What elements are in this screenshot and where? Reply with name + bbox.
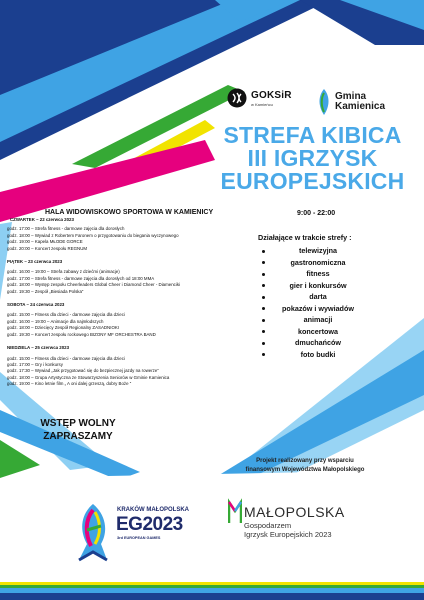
bullet-icon — [262, 261, 265, 264]
zone-label: fitness — [306, 269, 330, 278]
malopolska-line2: Igrzysk Europejskich 2023 — [244, 530, 332, 539]
schedule-item: godz. 18:00 – Dziecięcy Zespół Regionalny ZASADNIOKI — [7, 325, 120, 331]
bullet-icon — [262, 250, 265, 253]
page-title — [205, 124, 420, 193]
schedule-item: godz. 18:00 – Wywiad z Robertem Faronem o przygotowaniu do biegania wyczynowego — [7, 232, 179, 238]
day-heading: PIĄTEK – 23 czerwca 2023 — [7, 259, 63, 265]
schedule-item: godz. 16:00 – 19:00 – Strefa zabawy z dziećmi (animacje) — [7, 269, 120, 275]
eg-logo-main: EG2023 — [116, 514, 183, 535]
zone-label: telewizyjna — [299, 246, 337, 255]
gmina-leaf-icon — [316, 88, 332, 116]
schedule-item: godz. 15:00 – Fitness dla dzieci - darmowe zajęcia dla dzieci — [7, 312, 125, 318]
day-heading: NIEDZIELA – 25 czerwca 2023 — [7, 345, 70, 351]
schedule-item: godz. 18:00 – Grupa Artystyczna ze Stowarzyszenia Seniorów w Gminie Kamienica — [7, 374, 170, 380]
bullet-icon — [262, 273, 265, 276]
schedule-item: godz. 20:00 – Koncert zespołu REGNUM — [7, 245, 88, 251]
bullet-icon — [262, 353, 265, 356]
opening-hours: 9:00 - 22:00 — [297, 210, 336, 217]
gmina-line2: Kamienica — [335, 101, 386, 112]
zone-item — [258, 268, 378, 280]
malopolska-mark-icon — [228, 498, 242, 524]
schedule-item: godz. 16:00 – 19:00 – Animacje dla najmłodszych — [7, 318, 104, 324]
goksir-name: GOKSiR — [251, 89, 292, 101]
bottom-deep-blue — [0, 593, 424, 600]
bullet-icon — [262, 307, 265, 310]
zone-item — [258, 257, 378, 269]
bullet-icon — [262, 284, 265, 287]
zone-label: foto budki — [300, 349, 336, 359]
zone-item — [258, 303, 378, 315]
zone-label: gastronomiczna — [290, 257, 346, 267]
zone-item — [258, 326, 378, 338]
goksir-logo — [227, 88, 292, 108]
schedule-item: godz. 19:00 – Kino letnie film „ A oni dalej grzeszą, dobry Boże ” — [7, 381, 132, 387]
zone-label: pokazów i wywiadów — [282, 303, 354, 313]
project-funding-note — [212, 457, 398, 474]
malopolska-title: MAŁOPOLSKA — [244, 504, 345, 520]
schedule — [7, 217, 247, 388]
zones-list — [258, 233, 378, 360]
schedule-item: godz. 17:00 – Strefa fitness - darmowe zajęcia dla dorosłych od 18:00 MMA — [7, 275, 155, 281]
zone-item — [258, 291, 378, 303]
zone-label: gier i konkursów — [289, 280, 347, 290]
day-heading: CZWARTEK – 22 czerwca 2023 — [10, 217, 74, 222]
bullet-icon — [262, 330, 265, 333]
schedule-item: godz. 19:30 – Zespół „Biesiada Polska” — [7, 288, 84, 294]
free-entry-note — [28, 417, 128, 443]
goksir-subtitle: w Kamieńcu — [251, 101, 273, 107]
bottom-green — [0, 585, 424, 588]
bullet-icon — [262, 296, 265, 299]
zone-item — [258, 349, 378, 361]
title-line1: STREFA KIBICA — [223, 122, 402, 148]
schedule-item: godz. 18:00 – Występ zespołu Cheerleaders Global Cheer i Diamond Cheer - Diamenciki — [7, 282, 180, 288]
european-games-emblem-icon — [73, 500, 115, 566]
schedule-item: godz. 17:00 – Gry i konkursy — [7, 361, 63, 367]
zone-label: koncertowa — [298, 326, 338, 336]
gmina-logo — [316, 88, 385, 116]
bottom-yellow — [0, 582, 424, 585]
venue-heading: HALA WIDOWISKOWO SPORTOWA W KAMIENICY — [45, 209, 214, 216]
zone-item — [258, 314, 378, 326]
entry-line1: WSTĘP WOLNY — [40, 418, 116, 429]
zone-label: animacji — [303, 315, 333, 324]
bottom-light-blue — [0, 588, 424, 593]
bullet-icon — [262, 319, 265, 322]
zone-item — [258, 337, 378, 349]
bullet-icon — [262, 342, 265, 345]
malopolska-subtitle — [244, 521, 332, 539]
schedule-item: godz. 19:30 – Koncert zespołu rockowego BIZONY MF ORCHESTRA BAND — [7, 331, 156, 337]
gmina-line1: Gmina — [335, 91, 367, 102]
zone-label: dmuchańców — [295, 338, 341, 347]
project-line1: Projekt realizowany przy wsparciu — [256, 458, 354, 464]
goksir-emblem-icon — [227, 88, 247, 108]
schedule-item: godz. 15:00 – Fitness dla dzieci - darmowe zajęcia dla dzieci — [7, 355, 125, 361]
schedule-item: godz. 19:00 – Kapela MŁODE GORCE — [7, 239, 83, 245]
malopolska-line1: Gospodarzem — [244, 521, 292, 530]
schedule-item: godz. 17:00 – Strefa fitness - darmowe zajęcia dla dorosłych — [7, 226, 125, 232]
schedule-item: godz. 17:30 – Wywiad „Jak przygotować się do bezpiecznej jazdy na rowerze” — [7, 368, 159, 374]
eg-logo-top: KRAKÓW MAŁOPOLSKA — [117, 507, 189, 513]
eg-logo-sub: 3rd EUROPEAN GAMES — [117, 536, 161, 540]
project-line2: finansowym Województwa Małopolskiego — [245, 466, 365, 473]
zone-item — [258, 280, 378, 292]
zone-item — [258, 245, 378, 257]
zone-label: darta — [309, 292, 327, 301]
title-line3: EUROPEJSKICH — [220, 168, 405, 194]
entry-line2: ZAPRASZAMY — [43, 431, 113, 442]
zones-heading: Działające w trakcie strefy : — [258, 233, 352, 242]
day-heading: SOBOTA – 24 czerwca 2023 — [7, 302, 65, 308]
title-line2: III IGRZYSK — [247, 145, 378, 171]
